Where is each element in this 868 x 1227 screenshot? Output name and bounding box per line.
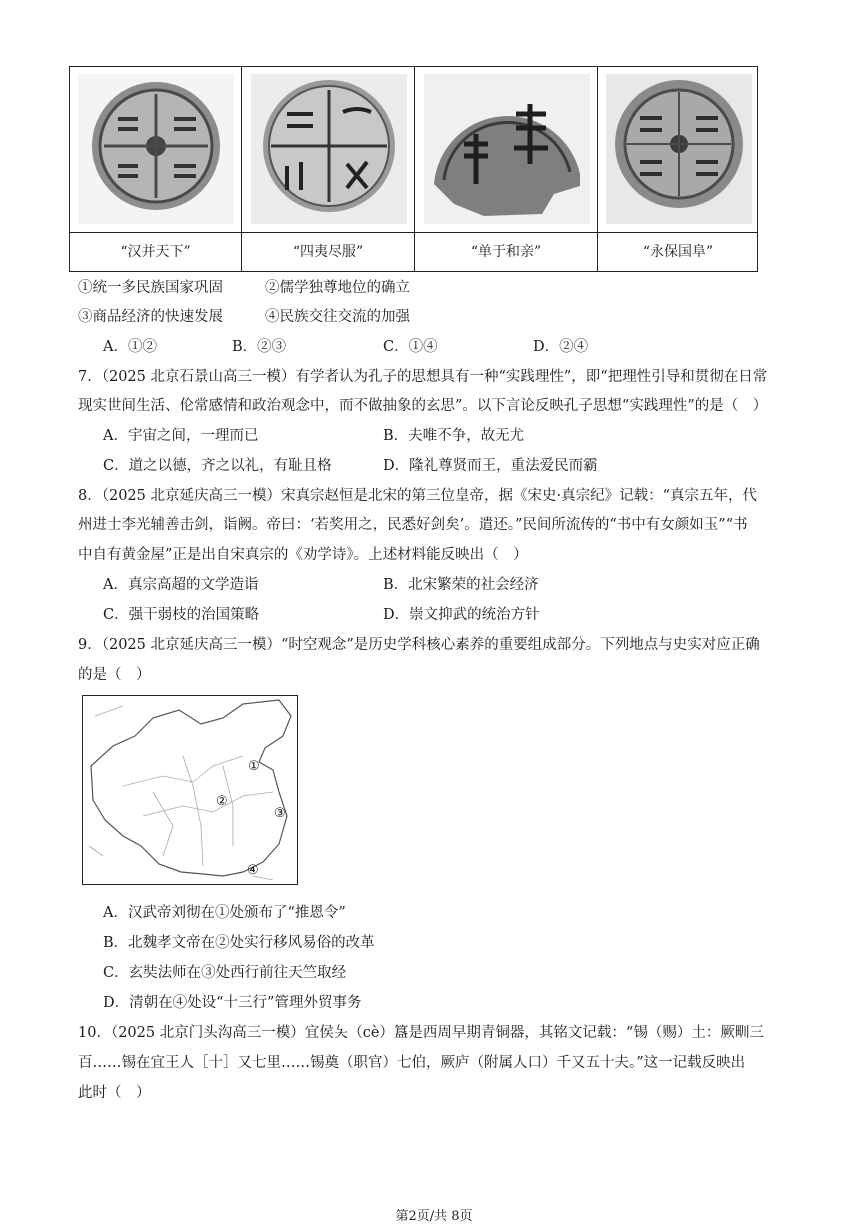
coin-caption-3: “单于和亲” [470, 244, 542, 260]
q9-option-a[interactable]: A．汉武帝刘彻在①处颁布了“推恩令” [103, 905, 346, 921]
map-marker-2: ② [216, 794, 228, 809]
coin-caption-4: “永保国阜” [642, 244, 714, 260]
q8-stem-line-1: 8．（2025 北京延庆高三一模）宋真宗赵恒是北宋的第三位皇帝，据《宋史·真宗纪》记载：“真宗五年，代 [78, 488, 758, 504]
q8-option-d[interactable]: D．崇文抑武的统治方针 [383, 607, 540, 623]
q8-stem-line-2: 州进士李光辅善击剑，诣阙。帝曰：‘若奖用之，民悉好剑矣’。遣还。”民间所流传的“书中有女颜如玉”“书 [78, 517, 748, 533]
q10-stem-line-2: 百……锡在宜王人［十］又七里……锡奠（职官）七伯，厥庐（附属人口）千又五十夫。”这一记载反映出 [78, 1055, 746, 1071]
q6-statement-2: ②儒学独尊地位的确立 [265, 280, 410, 296]
q9-option-d[interactable]: D．清朝在④处设“十三行”管理外贸事务 [103, 995, 362, 1011]
q9-stem-line-1: 9．（2025 北京延庆高三一模）“时空观念”是历史学科核心素养的重要组成部分。下列地点与史实对应正确 [78, 637, 760, 653]
q8-option-a[interactable]: A．真宗高超的文学造诣 [103, 577, 259, 593]
q6-option-d[interactable]: D．②④ [533, 339, 589, 355]
coin-image-4 [606, 74, 752, 224]
q7-option-b[interactable]: B．夫唯不争，故无尤 [383, 428, 525, 444]
q7-option-d[interactable]: D．隆礼尊贤而王，重法爱民而霸 [383, 458, 598, 474]
q6-statement-1: ①统一多民族国家巩固 [78, 280, 223, 296]
coin-caption-1: “汉并天下” [120, 244, 191, 260]
q8-option-c[interactable]: C．强干弱枝的治国策略 [103, 607, 260, 623]
map-marker-4: ④ [247, 863, 259, 878]
q7-stem-line-1: 7．（2025 北京石景山高三一模）有学者认为孔子的思想具有一种“实践理性”，即“把理性引导和贯彻在日常 [78, 369, 768, 385]
china-map-outline [83, 696, 297, 884]
coin-image-3 [424, 74, 590, 224]
q8-option-b[interactable]: B．北宋繁荣的社会经济 [383, 577, 539, 593]
q7-option-a[interactable]: A．宇宙之间，一理而已 [103, 428, 259, 444]
q6-option-b[interactable]: B．②③ [232, 339, 287, 355]
china-map [82, 695, 298, 885]
q6-option-a[interactable]: A．①② [103, 339, 157, 355]
q9-option-c[interactable]: C．玄奘法师在③处西行前往天竺取经 [103, 965, 347, 981]
q7-option-c[interactable]: C．道之以德，齐之以礼，有耻且格 [103, 458, 332, 474]
q9-option-b[interactable]: B．北魏孝文帝在②处实行移风易俗的改革 [103, 935, 375, 951]
coin-image-1 [78, 74, 234, 224]
q6-option-c[interactable]: C．①④ [383, 339, 438, 355]
map-marker-1: ① [248, 759, 260, 774]
q6-statement-3: ③商品经济的快速发展 [78, 309, 223, 325]
coin-image-2 [251, 74, 407, 224]
coin-image-table [69, 66, 758, 272]
q9-stem-line-2: 的是（ ） [78, 667, 151, 683]
q10-stem-line-3: 此时（ ） [78, 1085, 151, 1101]
q6-statement-4: ④民族交往交流的加强 [265, 309, 410, 325]
map-marker-3: ③ [274, 806, 286, 821]
q7-stem-line-2: 现实世间生活、伦常感情和政治观念中，而不做抽象的玄思”。以下言论反映孔子思想“实践理性”的是（ ） [78, 398, 768, 414]
q10-stem-line-1: 10．（2025 北京门头沟高三一模）宜侯夨（cè）簋是西周早期青铜器，其铭文记载：“锡（赐）土：厥甽三 [78, 1025, 764, 1041]
coin-caption-2: “四夷尽服” [292, 244, 364, 260]
page-footer: 第2页/共 8页 [395, 1209, 473, 1224]
q8-stem-line-3: 中自有黄金屋”正是出自宋真宗的《劝学诗》。上述材料能反映出（ ） [78, 547, 528, 563]
